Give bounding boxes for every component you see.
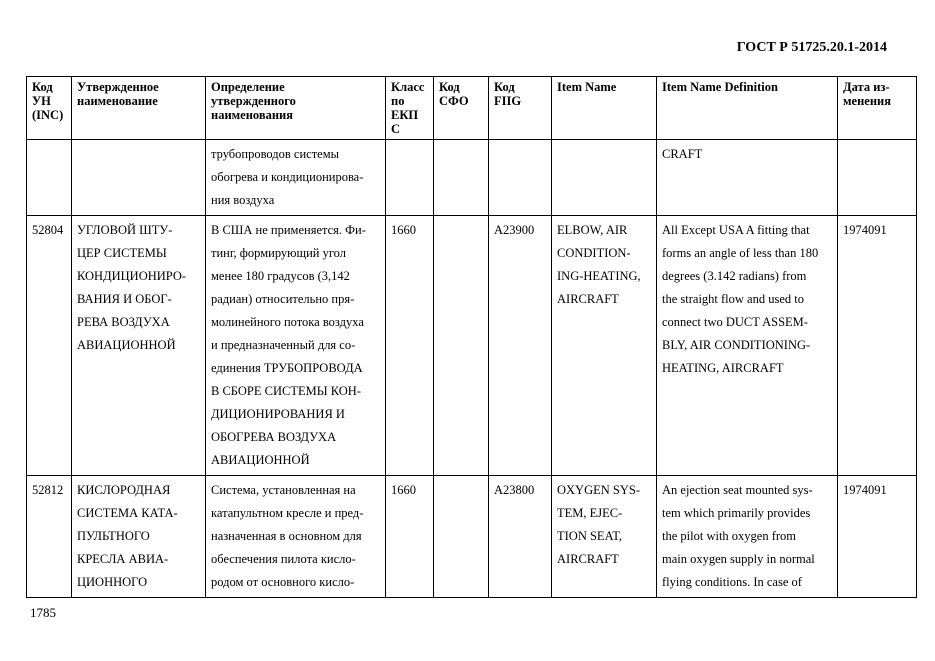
cell-line: main oxygen supply in normal xyxy=(662,552,815,566)
cell-fiig xyxy=(489,140,552,216)
cell-fiig: A23900 xyxy=(489,216,552,476)
cell-inc xyxy=(27,140,72,216)
cell-item-name xyxy=(552,476,657,598)
column-header-line: Код xyxy=(32,80,53,94)
cell-line: обеспечения пилота кисло- xyxy=(211,552,356,566)
cell-sfo xyxy=(434,216,489,476)
table-row xyxy=(27,476,917,598)
cell-inc: 52812 xyxy=(27,476,72,598)
cell-line: the pilot with oxygen from xyxy=(662,529,797,543)
catalog-table xyxy=(26,76,917,598)
column-header-line: по xyxy=(391,94,405,108)
column-header xyxy=(552,77,657,140)
cell-line: An ejection seat mounted sys- xyxy=(662,483,813,497)
cell-line: ния воздуха xyxy=(211,193,275,207)
document-header: ГОСТ Р 51725.20.1-2014 xyxy=(736,40,887,55)
cell-class: 1660 xyxy=(386,216,434,476)
cell-date xyxy=(838,140,917,216)
column-header-line: менения xyxy=(843,94,891,108)
cell-line: All Except USA A fitting that xyxy=(662,223,810,237)
cell-line: молинейного потока воздуха xyxy=(211,315,364,329)
cell-line: ВАНИЯ И ОБОГ- xyxy=(77,292,172,306)
cell-line: КОНДИЦИОНИРО- xyxy=(77,269,187,283)
column-header xyxy=(386,77,434,140)
cell-line: тинг, формирующий угол xyxy=(211,246,347,260)
cell-item-def xyxy=(657,476,838,598)
cell-line: В США не применяется. Фи- xyxy=(211,223,366,237)
cell-line: назначенная в основном для xyxy=(211,529,362,543)
column-header-line: наименование xyxy=(77,94,158,108)
cell-class: 1660 xyxy=(386,476,434,598)
column-header-line: СФО xyxy=(439,94,469,108)
cell-line: connect two DUCT ASSEM- xyxy=(662,315,808,329)
cell-line: tem which primarily provides xyxy=(662,506,811,520)
cell-line: радиан) относительно пря- xyxy=(211,292,355,306)
cell-line: flying conditions. In case of xyxy=(662,575,802,589)
column-header-line: Утвержденное xyxy=(77,80,159,94)
cell-definition xyxy=(206,140,386,216)
cell-line: ЦЕР СИСТЕМЫ xyxy=(77,246,167,260)
cell-name xyxy=(72,216,206,476)
cell-line: АВИАЦИОННОЙ xyxy=(77,338,176,352)
column-header-line: С xyxy=(391,122,401,136)
column-header xyxy=(838,77,917,140)
column-header xyxy=(489,77,552,140)
cell-line: ОБОГРЕВА ВОЗДУХА xyxy=(211,430,337,444)
cell-class xyxy=(386,140,434,216)
table-row xyxy=(27,216,917,476)
cell-line: АВИАЦИОННОЙ xyxy=(211,453,310,467)
column-header xyxy=(206,77,386,140)
cell-date: 1974091 xyxy=(838,476,917,598)
cell-line: CRAFT xyxy=(662,147,703,161)
column-header-line: Класс xyxy=(391,80,425,94)
cell-line: degrees (3.142 radians) from xyxy=(662,269,807,283)
cell-item-name xyxy=(552,140,657,216)
cell-line: HEATING, AIRCRAFT xyxy=(662,361,784,375)
cell-line: катапультном кресле и пред- xyxy=(211,506,364,520)
cell-name xyxy=(72,476,206,598)
cell-inc: 52804 xyxy=(27,216,72,476)
column-header-line: Код xyxy=(494,80,515,94)
cell-line: СИСТЕМА КАТА- xyxy=(77,506,178,520)
cell-line: AIRCRAFT xyxy=(557,552,619,566)
column-header-line: Item Name Definition xyxy=(662,80,778,94)
cell-line: В СБОРЕ СИСТЕМЫ КОН- xyxy=(211,384,361,398)
cell-line: обогрева и кондиционирова- xyxy=(211,170,364,184)
cell-line: родом от основного кисло- xyxy=(211,575,355,589)
cell-line: КИСЛОРОДНАЯ xyxy=(77,483,171,497)
cell-line: УГЛОВОЙ ШТУ- xyxy=(77,223,173,237)
page-number: 1785 xyxy=(30,605,56,620)
cell-line: РЕВА ВОЗДУХА xyxy=(77,315,170,329)
column-header-line: Код xyxy=(439,80,460,94)
cell-line: ПУЛЬТНОГО xyxy=(77,529,150,543)
cell-definition xyxy=(206,216,386,476)
cell-line: ЦИОННОГО xyxy=(77,575,148,589)
cell-line: OXYGEN SYS- xyxy=(557,483,640,497)
column-header-line: наименования xyxy=(211,108,294,122)
cell-line: TEM, EJEC- xyxy=(557,506,623,520)
column-header-line: УН xyxy=(32,94,51,108)
cell-line: ELBOW, AIR xyxy=(557,223,628,237)
cell-line: единения ТРУБОПРОВОДА xyxy=(211,361,363,375)
cell-line: менее 180 градусов (3,142 xyxy=(211,269,350,283)
cell-line: forms an angle of less than 180 xyxy=(662,246,819,260)
column-header-line: Определение xyxy=(211,80,285,94)
cell-item-def xyxy=(657,140,838,216)
table-row xyxy=(27,140,917,216)
column-header-line: Дата из- xyxy=(843,80,890,94)
cell-fiig: A23800 xyxy=(489,476,552,598)
cell-name xyxy=(72,140,206,216)
column-header xyxy=(657,77,838,140)
cell-line: Система, установленная на xyxy=(211,483,356,497)
cell-line: ДИЦИОНИРОВАНИЯ И xyxy=(211,407,345,421)
column-header-line: FIIG xyxy=(494,94,522,108)
cell-line: ING-HEATING, xyxy=(557,269,641,283)
cell-sfo xyxy=(434,140,489,216)
cell-line: TION SEAT, xyxy=(557,529,623,543)
column-header xyxy=(27,77,72,140)
cell-date: 1974091 xyxy=(838,216,917,476)
cell-line: КРЕСЛА АВИА- xyxy=(77,552,169,566)
column-header-line: Item Name xyxy=(557,80,617,94)
column-header-line: (INC) xyxy=(32,108,64,122)
column-header xyxy=(434,77,489,140)
cell-item-def xyxy=(657,216,838,476)
column-header-line: ЕКП xyxy=(391,108,419,122)
cell-line: CONDITION- xyxy=(557,246,631,260)
table-header-row xyxy=(27,77,917,140)
cell-line: the straight flow and used to xyxy=(662,292,804,306)
cell-line: трубопроводов системы xyxy=(211,147,340,161)
cell-line: AIRCRAFT xyxy=(557,292,619,306)
cell-sfo xyxy=(434,476,489,598)
cell-definition xyxy=(206,476,386,598)
cell-line: и предназначенный для со- xyxy=(211,338,356,352)
cell-line: BLY, AIR CONDITIONING- xyxy=(662,338,811,352)
column-header xyxy=(72,77,206,140)
column-header-line: утвержденного xyxy=(211,94,296,108)
cell-item-name xyxy=(552,216,657,476)
